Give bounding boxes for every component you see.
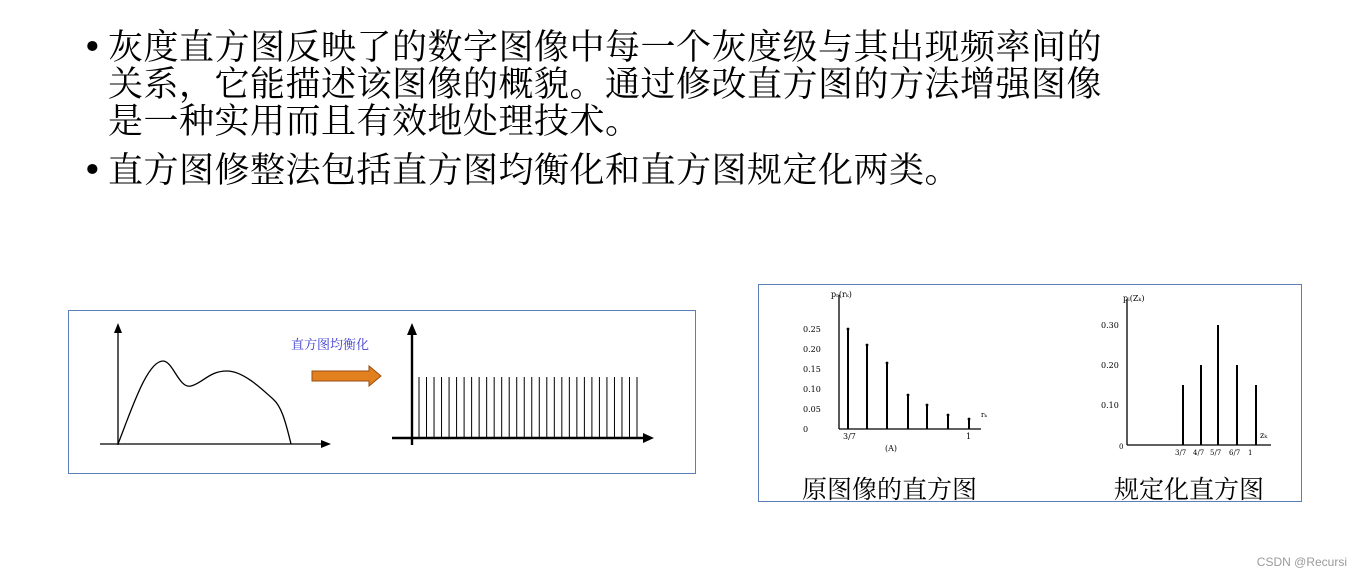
bullet-text-line: 直方图修整法包括直方图均衡化和直方图规定化两类。 (108, 151, 961, 191)
specified-chart-x-tick: 4/7 (1193, 449, 1205, 457)
original-histogram-curve (118, 361, 291, 444)
bullet-item-1 (78, 30, 1308, 141)
specified-chart-y-tick: 0.10 (1101, 401, 1119, 410)
original-histogram-chart (803, 290, 987, 453)
specified-chart-x-label: zₖ (1260, 431, 1268, 440)
specification-figure-svg (759, 285, 1301, 501)
original-histogram-caption: 原图像的直方图 (802, 475, 978, 504)
bullet-item-2 (78, 153, 1308, 190)
bullet-marker: • (82, 28, 104, 68)
specification-figure (758, 284, 1302, 502)
specified-chart-x-tick: 1 (1248, 449, 1253, 457)
equalization-figure-svg (69, 311, 695, 473)
bullet-text-line: 关系，它能描述该图像的概貌。通过修改直方图的方法增强图像 (108, 65, 1103, 105)
original-chart-y-tick: 0.10 (803, 385, 821, 394)
original-chart-x-label: rₖ (981, 411, 987, 419)
original-histogram-bar-cap (907, 394, 910, 397)
original-chart-y-tick: 0.20 (803, 345, 821, 354)
equalized-y-arrowhead (407, 323, 417, 335)
original-chart-y-tick: 0 (803, 425, 809, 434)
specified-chart-x-tick: 3/7 (1175, 449, 1187, 457)
equalization-label: 直方图均衡化 (291, 338, 370, 353)
specified-chart-y-label: pᵢ(Zₖ) (1123, 294, 1145, 303)
specified-chart-y-tick: 0.30 (1101, 321, 1119, 330)
bullet-text-line: 灰度直方图反映了的数字图像中每一个灰度级与其出现频率间的 (108, 28, 1103, 68)
specified-chart-origin: 0 (1119, 443, 1124, 451)
original-histogram-bar-cap (886, 362, 889, 365)
specified-chart-x-tick: 5/7 (1210, 449, 1222, 457)
original-chart-y-tick: 0.05 (803, 405, 821, 414)
watermark: CSDN @Recursi (1256, 555, 1347, 569)
original-chart-y-tick: 0.15 (803, 365, 821, 374)
equalized-bars (419, 377, 637, 438)
specified-chart-x-tick: 6/7 (1229, 449, 1241, 457)
equalization-arrow (312, 366, 381, 386)
specified-histogram-chart (1101, 294, 1271, 457)
original-x-arrowhead (321, 440, 331, 448)
original-y-arrowhead (114, 323, 122, 333)
original-histogram-bar-cap (947, 414, 950, 417)
bullet-marker: • (82, 151, 104, 191)
original-chart-x-tick: 3/7 (843, 432, 856, 441)
original-histogram-bar-cap (847, 328, 850, 331)
original-chart-sub-label: (A) (885, 444, 898, 453)
specified-histogram-caption: 规定化直方图 (1114, 475, 1265, 504)
original-histogram-bar-cap (866, 344, 869, 347)
original-histogram-bar-cap (968, 418, 971, 421)
equalization-figure (68, 310, 696, 474)
bullet-list (78, 30, 1308, 190)
original-chart-x-tick: 1 (966, 432, 972, 441)
equalized-x-arrowhead (643, 433, 654, 443)
original-histogram-bar-cap (926, 404, 929, 407)
bullet-text-line: 是一种实用而且有效地处理技术。 (108, 102, 641, 142)
original-chart-y-label: pᵣ(rₖ) (831, 290, 852, 299)
specified-chart-y-tick: 0.20 (1101, 361, 1119, 370)
original-chart-y-tick: 0.25 (803, 325, 821, 334)
